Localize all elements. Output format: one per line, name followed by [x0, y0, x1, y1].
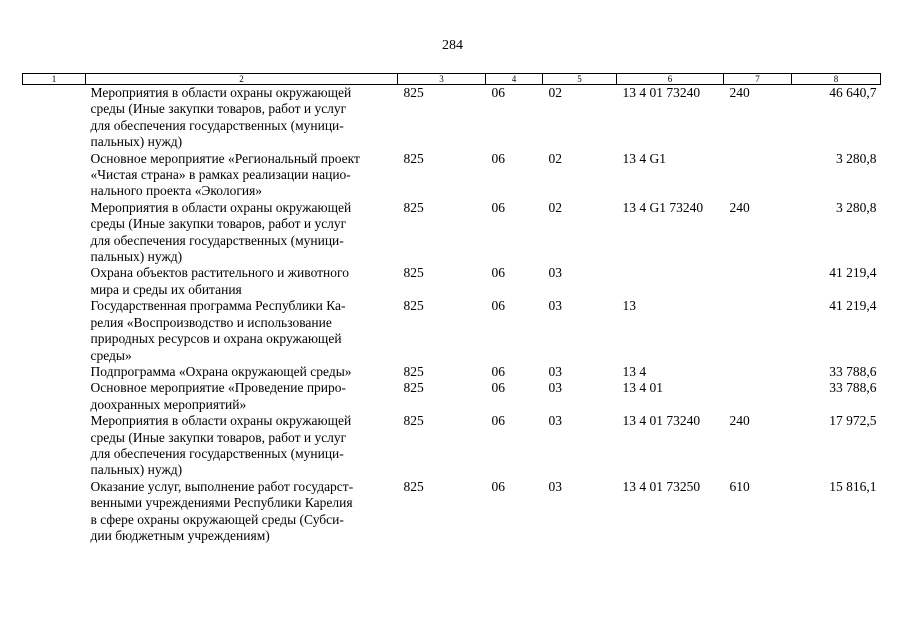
- header-col-6: 6: [617, 74, 724, 85]
- cell-col-1: [23, 85, 86, 151]
- cell-col-1: [23, 200, 86, 266]
- cell-target-article: 13 4 01 73240: [622, 413, 701, 429]
- table-row: [23, 380, 881, 413]
- cell-amount: 17 972,5: [829, 413, 877, 429]
- cell-expense-type: [724, 265, 792, 298]
- cell-item-name: [86, 151, 398, 200]
- cell-item-name: [86, 85, 398, 151]
- cell-col-1: [23, 151, 86, 200]
- cell-col-1: [23, 298, 86, 364]
- header-col-4: 4: [486, 74, 543, 85]
- item-name-line: Мероприятия в области охраны окружающей: [90, 199, 352, 215]
- cell-target-article: 13: [622, 298, 636, 314]
- item-name-line: Мероприятия в области охраны окружающей: [90, 413, 352, 429]
- cell-expense-type: [724, 364, 792, 380]
- table-row: [23, 151, 881, 200]
- cell-expense-type: 240: [729, 413, 750, 429]
- cell-subsection-code: 02: [548, 150, 562, 166]
- cell-subsection-code: 02: [548, 199, 562, 215]
- cell-expense-type: [724, 298, 792, 364]
- cell-expense-type: 240: [729, 199, 750, 215]
- cell-ministry-code: 825: [403, 199, 424, 215]
- cell-ministry-code: 825: [403, 413, 424, 429]
- cell-amount: 15 816,1: [829, 478, 877, 494]
- table-row: [23, 85, 881, 151]
- table-row: [23, 413, 881, 479]
- table-row: [23, 479, 881, 545]
- cell-section-code: 06: [491, 298, 505, 314]
- cell-section-code: 06: [491, 363, 505, 379]
- item-name-line: среды (Иные закупки товаров, работ и услуг: [90, 101, 347, 117]
- cell-target-article: 13 4: [622, 363, 647, 379]
- cell-amount: 3 280,8: [836, 199, 877, 215]
- cell-amount: 33 788,6: [829, 363, 877, 379]
- table-body: [23, 85, 881, 545]
- cell-subsection-code: 03: [548, 478, 562, 494]
- cell-subsection-code: 02: [548, 85, 562, 100]
- cell-section-code: 06: [491, 478, 505, 494]
- cell-section-code: 06: [491, 85, 505, 100]
- cell-section-code: 06: [491, 199, 505, 215]
- cell-subsection-code: 03: [548, 380, 562, 396]
- cell-subsection-code: 03: [548, 413, 562, 429]
- item-name-line: Основное мероприятие «Проведение приро-: [90, 380, 347, 396]
- cell-ministry-code: 825: [403, 150, 424, 166]
- table-row: [23, 364, 881, 380]
- header-col-7: 7: [724, 74, 792, 85]
- cell-target-article: 13 4 G1 73240: [622, 199, 704, 215]
- item-name-line: пальных) нужд): [90, 134, 183, 150]
- cell-expense-type: 240: [729, 85, 750, 100]
- item-name-line: природных ресурсов и охрана окружающей: [90, 331, 342, 347]
- table-row: [23, 265, 881, 298]
- item-name-line: Государственная программа Республики Ка-: [90, 298, 346, 314]
- cell-section-code: 06: [491, 413, 505, 429]
- item-name-line: «Чистая страна» в рамках реализации нацио-: [90, 167, 351, 183]
- cell-item-name: [86, 298, 398, 364]
- header-col-2: 2: [86, 74, 398, 85]
- cell-expense-type: [724, 151, 792, 200]
- header-col-3: 3: [398, 74, 486, 85]
- cell-item-name: [86, 380, 398, 413]
- cell-amount: 46 640,7: [829, 85, 877, 100]
- cell-target-article: 13 4 01 73250: [622, 478, 701, 494]
- table-row: [23, 200, 881, 266]
- cell-subsection-code: 03: [548, 265, 562, 281]
- item-name-line: для обеспечения государственных (муници-: [90, 232, 344, 248]
- table-header: [23, 74, 881, 85]
- item-name-line: дии бюджетным учреждениям): [90, 527, 270, 543]
- cell-item-name: [86, 265, 398, 298]
- cell-section-code: 06: [491, 265, 505, 281]
- item-name-line: для обеспечения государственных (муници-: [90, 445, 344, 461]
- cell-section-code: 06: [491, 380, 505, 396]
- item-name-line: в сфере охраны окружающей среды (Субси-: [90, 511, 344, 527]
- cell-ministry-code: 825: [403, 265, 424, 281]
- item-name-line: релия «Воспроизводство и использование: [90, 314, 332, 330]
- cell-subsection-code: 03: [548, 363, 562, 379]
- cell-expense-type: [724, 380, 792, 413]
- item-name-line: среды»: [90, 347, 132, 363]
- item-name-line: среды (Иные закупки товаров, работ и услуг: [90, 429, 347, 445]
- cell-ministry-code: 825: [403, 298, 424, 314]
- header-col-1: 1: [23, 74, 86, 85]
- cell-col-1: [23, 479, 86, 545]
- item-name-line: Подпрограмма «Охрана окружающей среды»: [90, 363, 352, 379]
- cell-col-1: [23, 380, 86, 413]
- cell-amount: 3 280,8: [836, 150, 877, 166]
- item-name-line: Оказание услуг, выполнение работ государст-: [90, 478, 354, 494]
- table-row: [23, 298, 881, 364]
- cell-target-article: 13 4 G1: [622, 150, 666, 166]
- cell-target-article: [617, 265, 724, 298]
- cell-target-article: 13 4 01: [622, 380, 663, 396]
- cell-col-1: [23, 413, 86, 479]
- item-name-line: пальных) нужд): [90, 462, 183, 478]
- header-row: [23, 74, 881, 85]
- item-name-line: Основное мероприятие «Региональный проект: [90, 150, 360, 166]
- cell-col-1: [23, 265, 86, 298]
- cell-item-name: [86, 413, 398, 479]
- cell-ministry-code: 825: [403, 85, 424, 100]
- item-name-line: венными учреждениями Республики Карелия: [90, 495, 353, 511]
- cell-expense-type: 610: [729, 478, 750, 494]
- cell-ministry-code: 825: [403, 478, 424, 494]
- item-name-line: Мероприятия в области охраны окружающей: [90, 85, 352, 100]
- cell-item-name: [86, 479, 398, 545]
- cell-item-name: [86, 200, 398, 266]
- cell-amount: 41 219,4: [829, 265, 877, 281]
- cell-amount: 41 219,4: [829, 298, 877, 314]
- item-name-line: для обеспечения государственных (муници-: [90, 117, 344, 133]
- cell-section-code: 06: [491, 150, 505, 166]
- item-name-line: доохранных мероприятий»: [90, 396, 247, 412]
- item-name-line: Охрана объектов растительного и животного: [90, 265, 349, 281]
- item-name-line: нального проекта «Экология»: [90, 183, 263, 199]
- cell-ministry-code: 825: [403, 380, 424, 396]
- cell-subsection-code: 03: [548, 298, 562, 314]
- cell-target-article: 13 4 01 73240: [622, 85, 701, 100]
- cell-item-name: [86, 364, 398, 380]
- item-name-line: среды (Иные закупки товаров, работ и услуг: [90, 216, 347, 232]
- header-col-8: 8: [792, 74, 881, 85]
- header-col-5: 5: [543, 74, 617, 85]
- item-name-line: мира и среды их обитания: [90, 281, 242, 297]
- cell-amount: 33 788,6: [829, 380, 877, 396]
- cell-ministry-code: 825: [403, 363, 424, 379]
- budget-table: [22, 73, 881, 544]
- item-name-line: пальных) нужд): [90, 249, 183, 265]
- cell-col-1: [23, 364, 86, 380]
- page-number: 284: [442, 38, 463, 53]
